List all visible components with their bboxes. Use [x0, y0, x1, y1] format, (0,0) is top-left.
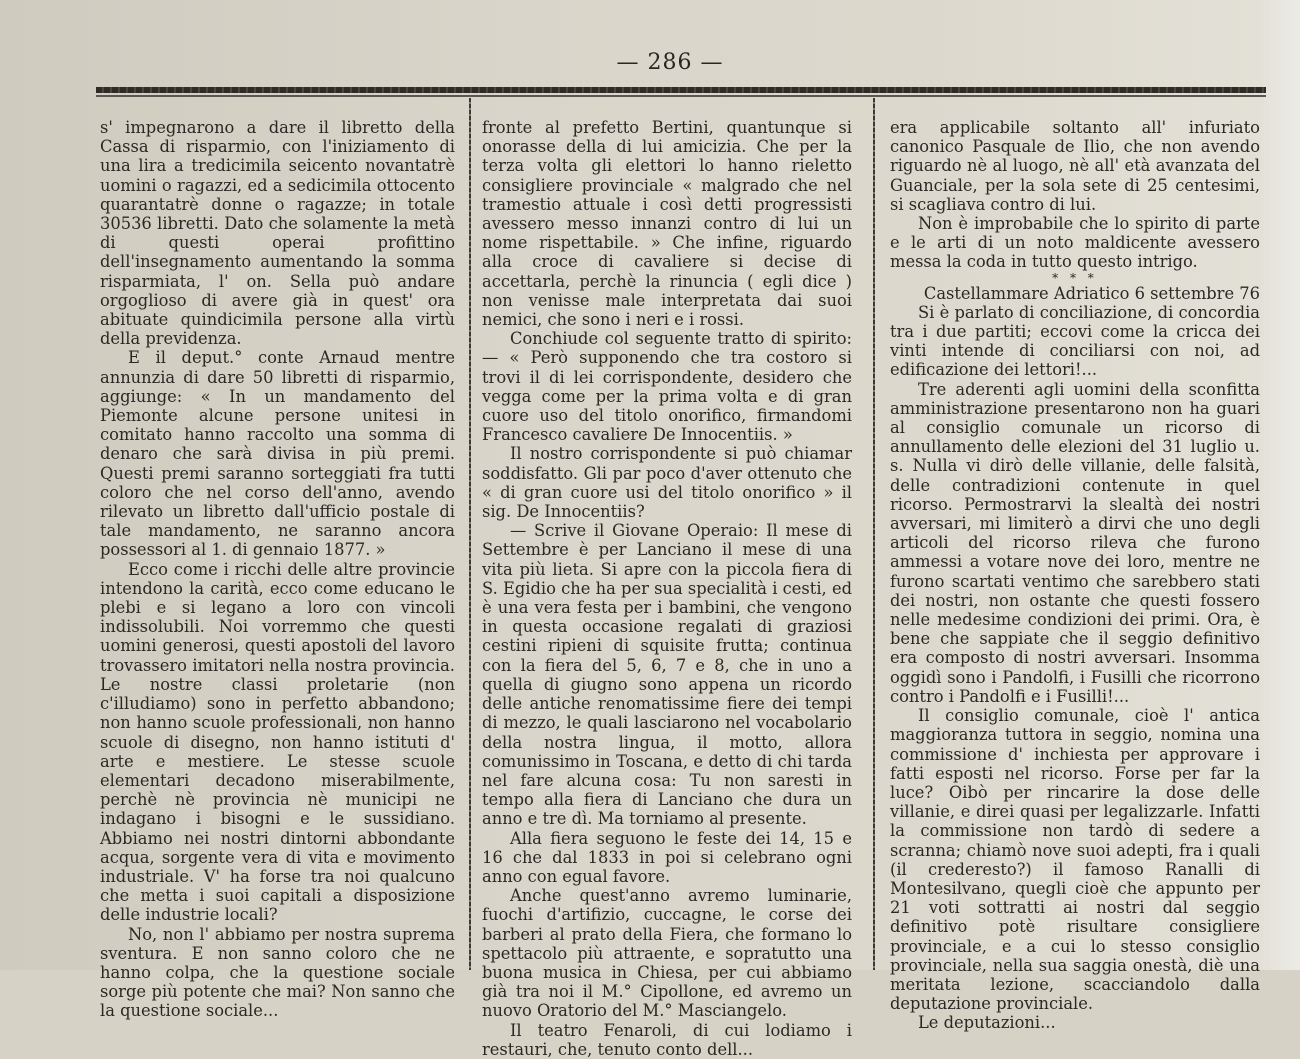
column-2 — [482, 118, 852, 1059]
column-3 — [890, 118, 1260, 1033]
page-number: — 286 — — [616, 50, 724, 75]
paragraph: Il teatro Fenaroli, di cui lodiamo i restauri, che, tenuto conto dell... — [482, 1020, 852, 1059]
paragraph: s' impegnarono a dare il libretto della Cassa di risparmio, con l'iniziamento di una lira a tredicimila seicento novantatrè uomini o ragazzi, ed a sedicimila ottocento quarantatrè donne o ragazze; in totale 30536 libretti. Dato che solamente la metà di questi operai profittino dell'insegnamento aumentando la somma risparmiata, l' on. Sella può andare orgoglioso di avere già in quest' ora abituate quindicimila persone alla virtù della previdenza. — [100, 118, 455, 349]
paragraph: Alla fiera seguono le feste dei 14, 15 e 16 che dal 1833 in poi si celebrano ogni anno con egual favore. — [482, 828, 852, 886]
column-1 — [100, 118, 455, 1021]
paragraph: era applicabile soltanto all' infuriato canonico Pasquale de Ilio, che non avendo riguardo nè al luogo, nè all' età avanzata del Guanciale, per la sola sete di 25 centesimi, si scagliava contro di lui. — [890, 118, 1260, 214]
paragraph: Tre aderenti agli uomini della sconfitta amministrazione presentarono non ha guari al consiglio comunale un ricorso di annullamento delle elezioni del 31 luglio u. s. Nulla vi dirò delle villanie, delle falsità, delle contradizioni contenute in quel ricorso. Permostrarvi la slealtà dei nostri avversari, mi limiterò a dirvi che uno degli articoli del ricorso rileva che furono ammessi a votare nove dei loro, mentre ne furono scartati ventimo che sarebbero stati dei nostri, non ostante che questi fossero nelle medesime condizioni dei primi. Ora, è bene che sappiate che il seggio definitivo era composto di nostri avversari. Insomma oggidì sono i Pandolfi, i Fusilli che ricorrono contro i Pandolfi e i Fusilli!... — [890, 379, 1260, 706]
column-divider-1 — [469, 98, 471, 970]
paragraph: Le deputazioni... — [918, 1013, 1056, 1033]
paragraph: No, non l' abbiamo per nostra suprema sventura. E non sanno coloro che ne hanno colpa, che la questione sociale sorge più potente che mai? Non sanno che la questione sociale... — [100, 924, 455, 1021]
header-rule — [96, 87, 1266, 93]
paragraph: Si è parlato di conciliazione, di concordia tra i due partiti; eccovi come la cricca dei vinti intende di conciliarsi con noi, ad edificazione dei lettori!... — [890, 302, 1260, 380]
paragraph: Anche quest'anno avremo luminarie, fuochi d'artifizio, cuccagne, le corse dei barberi al prato della Fiera, che formano lo spettacolo più attraente, e sopratutto una buona musica in Chiesa, per cui abbiamo già tra noi il M.° Cipollone, ed avremo un nuovo Oratorio del M.° Masciangelo. — [482, 886, 852, 1021]
paragraph: Non è improbabile che lo spirito di parte e le arti di un noto maldicente avessero messa la coda in tutto questo intrigo. — [890, 214, 1260, 272]
paragraph: Ecco come i ricchi delle altre provincie intendono la carità, ecco come educano le plebi e si legano a loro con vincoli indissolubili. Noi vorremmo che questi uomini generosi, questi apostoli del lavoro trovassero imitatori nella nostra provincia. Le nostre classi proletarie (non c'illudiamo) sono in perfetto abbandono; non hanno scuole professionali, non hanno scuole di disegno, non hanno istituti d' arte e mestiere. Le stesse scuole elementari decadono miserabilmente, perchè nè provincia nè municipi ne indagano i bisogni e le sussidiano. Abbiamo nei nostri dintorni abbondante acqua, sorgente vera di vita e movimento industriale. V' ha forse tra noi qualcuno che metta i suoi capitali a disposizione delle industrie locali? — [100, 559, 455, 925]
dateline: Castellammare Adriatico 6 settembre 76 — [923, 283, 1260, 303]
paragraph: — Scrive il Giovane Operaio: Il mese di Settembre è per Lanciano il mese di una vita più lieta. Si apre con la piccola fiera di S. Egidio che ha per sua specialità i cesti, ed è una vera festa per i bambini, che vengono in questa occasione regalati di graziosi cestini ripieni di squisite frutta; continua con la fiera del 5, 6, 7 e 8, che in uno a quella di giugno sono appena un ricordo delle antiche renomatissime fiere dei tempi di mezzo, le quali lasciarono nel vocabolario della nostra lingua, il motto, allora comunissimo in Toscana, e detto di chi tarda nel fare alcuna cosa: Tu non saresti in tempo alla fiera di Lanciano che dura un anno e tre dì. Ma torniamo al presente. — [482, 521, 852, 829]
page-edge — [1260, 0, 1300, 970]
header-rule-thin — [96, 95, 1266, 97]
section-separator: * * * — [1052, 270, 1098, 285]
paragraph: Conchiude col seguente tratto di spirito:— « Però supponendo che tra costoro si trovi il di lei corrispondente, desidero che vegga come per la prima volta e di gran cuore uso del titolo onorifico, firmandomi Francesco cavaliere De Innocentiis. » — [482, 329, 852, 445]
paragraph: fronte al prefetto Bertini, quantunque si onorasse della di lui amicizia. Che per la terza volta gli elettori lo hanno rieletto consigliere provinciale « malgrado che nel tramestio attuale i così detti progressisti avessero messo innanzi contro di lui un nome rispettabile. » Che infine, riguardo alla croce di cavaliere si decise di accettarla, perchè la rinuncia ( egli dice ) non venisse male interpretata dai suoi nemici, che sono i neri e i rossi. — [482, 118, 852, 330]
paragraph: Il consiglio comunale, cioè l' antica maggioranza tuttora in seggio, nomina una commissione d' inchiesta per approvare i fatti esposti nel ricorso. Forse per far la luce? Oibò per rincarire la dose delle villanie, e direi quasi per legalizzarle. Infatti la commissione non tardò di sedere a scranna; chiamò nove suoi adepti, fra i quali (il crederesto?) il famoso Ranalli di Montesilvano, quegli cioè che appunto per 21 voti sottratti ai nostri dal seggio definitivo potè risultare consigliere provinciale, e a cui lo stesso consiglio provinciale, nella sua saggia onestà, diè una meritata lezione, scacciandolo dalla deputazione provinciale. — [890, 706, 1260, 1014]
column-divider-2 — [873, 98, 875, 970]
paragraph: Il nostro corrispondente si può chiamar soddisfatto. Gli par poco d'aver ottenuto che « di gran cuore usi del titolo onorifico » il sig. De Innocentiis? — [482, 444, 852, 522]
paragraph: E il deput.° conte Arnaud mentre annunzia di dare 50 libretti di risparmio, aggiunge: « In un mandamento del Piemonte alcune persone unitesi in comitato hanno raccolto una somma di denaro che sarà divisa in più premi. Questi premi saranno sorteggiati fra tutti coloro che nel corso dell'anno, avendo rilevato un libretto dall'ufficio postale di tale mandamento, ne saranno ancora possessori al 1. di gennaio 1877. » — [100, 348, 455, 560]
